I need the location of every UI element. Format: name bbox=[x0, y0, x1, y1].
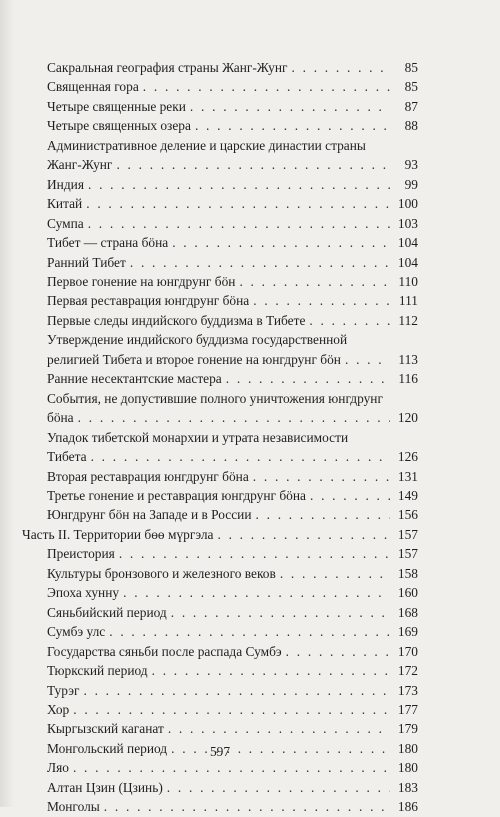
dot-leader bbox=[73, 758, 390, 777]
toc-entry-title: Преистория bbox=[47, 546, 115, 562]
toc-entry bbox=[22, 389, 418, 428]
dot-leader bbox=[167, 778, 390, 797]
toc-entry-page: 158 bbox=[397, 565, 418, 581]
toc-entry-page: 180 bbox=[397, 760, 418, 776]
toc-entry-page: 186 bbox=[397, 799, 418, 815]
toc-entry-page: 168 bbox=[397, 604, 418, 620]
toc-entry bbox=[22, 544, 418, 563]
toc-entry-page: 183 bbox=[397, 779, 418, 795]
dot-leader bbox=[253, 467, 390, 486]
dot-leader bbox=[83, 681, 390, 700]
toc-entry bbox=[22, 642, 418, 661]
dot-leader bbox=[239, 272, 390, 291]
toc-entry-title: Юнгдрунг бӧн на Западе и в России bbox=[47, 507, 252, 523]
toc-entry-title: Монголы bbox=[47, 799, 100, 815]
toc-entry bbox=[22, 291, 418, 310]
toc-entry-page: 157 bbox=[397, 546, 418, 562]
toc-entry-title: Четыре священных озера bbox=[47, 118, 191, 134]
toc-entry-page: 93 bbox=[404, 157, 418, 173]
dot-leader bbox=[171, 603, 390, 622]
toc-entry bbox=[22, 175, 418, 194]
dot-leader bbox=[119, 544, 390, 563]
dot-leader bbox=[143, 77, 390, 96]
dot-leader bbox=[123, 583, 390, 602]
toc-entry-page: 170 bbox=[397, 643, 418, 659]
toc-entry-title: Хор bbox=[47, 701, 70, 717]
toc-entry-page: 103 bbox=[397, 215, 418, 231]
toc-entry bbox=[22, 428, 418, 467]
toc-entry-title: Сумпа bbox=[47, 215, 84, 231]
toc-entry bbox=[22, 719, 418, 738]
toc-entry-title: Жанг-Жунг bbox=[47, 157, 113, 173]
page-number: 597 bbox=[209, 744, 231, 759]
dot-leader bbox=[91, 447, 390, 466]
toc-entry bbox=[22, 583, 418, 602]
toc-entry bbox=[22, 272, 418, 291]
toc-entry-page: 157 bbox=[397, 526, 418, 542]
dot-leader bbox=[226, 369, 390, 388]
toc-entry-title: Вторая реставрация юнгдрунг бӧна bbox=[47, 468, 249, 484]
dot-leader bbox=[172, 233, 390, 252]
toc-entry-title: бӧна bbox=[47, 410, 74, 426]
dot-leader bbox=[86, 194, 390, 213]
toc-entry-title: Тюркский период bbox=[47, 663, 148, 679]
toc-part-heading bbox=[22, 525, 418, 544]
toc-entry bbox=[22, 603, 418, 622]
toc-entry-page: 131 bbox=[397, 468, 418, 484]
toc-entry bbox=[22, 369, 418, 388]
toc-entry-page: 160 bbox=[397, 585, 418, 601]
toc-entry-page: 112 bbox=[398, 312, 418, 328]
toc-entry-title: Сакральная география страны Жанг-Жунг bbox=[47, 60, 288, 75]
dot-leader bbox=[292, 58, 390, 77]
toc-entry-title-first-line: События, не допустившие полного уничтожения юнгдрунг bbox=[47, 390, 383, 406]
toc-entry-title: Эпоха хунну bbox=[47, 585, 120, 601]
toc-entry-title-first-line: Утверждение индийского буддизма государственной bbox=[47, 332, 348, 348]
toc-entry-title: Четыре священные реки bbox=[47, 98, 186, 114]
dot-leader bbox=[152, 661, 390, 680]
toc-entry-page: 110 bbox=[398, 273, 418, 289]
toc-entry-title: Государства сяньби после распада Сумбэ bbox=[47, 643, 282, 659]
toc-entry-title: Часть II. Территории бөө мүргэла bbox=[22, 526, 214, 542]
page-edge-shadow bbox=[0, 0, 14, 807]
toc-entry bbox=[22, 116, 418, 135]
toc-entry-page: 113 bbox=[398, 351, 418, 367]
dot-leader bbox=[88, 214, 390, 233]
toc-entry-title: религией Тибета и второе гонение на юнгдрунг бӧн bbox=[47, 351, 341, 367]
toc-entry bbox=[22, 505, 418, 524]
toc-entry-page: 177 bbox=[397, 701, 418, 717]
dot-leader bbox=[88, 175, 390, 194]
toc-entry-title-first-line: Упадок тибетской монархии и утрата независимости bbox=[47, 429, 349, 445]
toc-entry bbox=[22, 486, 418, 505]
toc-entry-title: Первое гонение на юнгдрунг бӧн bbox=[47, 273, 236, 289]
dot-leader bbox=[345, 350, 390, 369]
toc-entry bbox=[22, 622, 418, 641]
toc-entry-page: 169 bbox=[397, 624, 418, 640]
toc-entry-page: 120 bbox=[397, 410, 418, 426]
toc-entry bbox=[22, 700, 418, 719]
toc-entry-page: 111 bbox=[398, 293, 418, 309]
toc-entry bbox=[22, 564, 418, 583]
toc-entry bbox=[22, 233, 418, 252]
toc-entry bbox=[22, 330, 418, 369]
toc-entry-page: 179 bbox=[397, 721, 418, 737]
dot-leader bbox=[195, 116, 390, 135]
toc-entry-title: Сяньбийский период bbox=[47, 604, 167, 620]
dot-leader bbox=[256, 505, 390, 524]
toc-entry-title: Турэг bbox=[47, 682, 80, 698]
toc-entry-page: 156 bbox=[397, 507, 418, 523]
toc-entry-title: Священная гора bbox=[47, 79, 139, 95]
dot-leader bbox=[190, 97, 390, 116]
toc-entry bbox=[22, 214, 418, 233]
toc-entry-page: 149 bbox=[397, 487, 418, 503]
toc-entry-title: Третье гонение и реставрация юнгдрунг бӧна bbox=[47, 487, 306, 503]
toc-entry-page: 172 bbox=[397, 663, 418, 679]
toc-entry-title: Первые следы индийского буддизма в Тибете bbox=[47, 312, 306, 328]
toc-entry-page: 116 bbox=[398, 371, 418, 387]
toc-entry-title: Сумбэ улс bbox=[47, 624, 106, 640]
toc-entry-page: 104 bbox=[397, 254, 418, 270]
toc-entry bbox=[22, 136, 418, 175]
toc-entry-page: 180 bbox=[397, 740, 418, 756]
toc-entry-title: Индия bbox=[47, 176, 84, 192]
toc-entry-title: Ранние несектантские мастера bbox=[47, 371, 222, 387]
toc-entry bbox=[22, 97, 418, 116]
toc-entry-title-first-line: Административное деление и царские династии страны bbox=[47, 137, 366, 153]
toc-entry bbox=[22, 311, 418, 330]
toc-entry-page: 100 bbox=[397, 196, 418, 212]
toc-entry-title: Тибета bbox=[47, 449, 87, 465]
toc-entry bbox=[22, 194, 418, 213]
toc-entry-title: Кыргызский каганат bbox=[47, 721, 164, 737]
toc-entry bbox=[22, 758, 418, 777]
dot-leader bbox=[168, 719, 390, 738]
dot-leader bbox=[286, 642, 390, 661]
dot-leader bbox=[310, 486, 390, 505]
toc-entry bbox=[22, 778, 418, 797]
dot-leader bbox=[78, 408, 390, 427]
toc-entry-page: 126 bbox=[397, 449, 418, 465]
toc-entry bbox=[22, 681, 418, 700]
toc-entry-page: 85 bbox=[404, 79, 418, 95]
dot-leader bbox=[309, 311, 390, 330]
toc-entry-page: 88 bbox=[404, 118, 418, 134]
toc-entry-page: 87 bbox=[404, 98, 418, 114]
toc-entry-page: 99 bbox=[404, 176, 418, 192]
toc-entry-title: Монгольский период bbox=[47, 740, 168, 756]
toc-entry-title: Алтан Цзин (Цзинь) bbox=[47, 779, 163, 795]
toc-entry bbox=[22, 253, 418, 272]
dot-leader bbox=[73, 700, 390, 719]
toc-entry-title: Первая реставрация юнгдрунг бӧна bbox=[47, 293, 250, 309]
dot-leader bbox=[130, 253, 390, 272]
dot-leader bbox=[109, 622, 390, 641]
toc-entry-title: Ранний Тибет bbox=[47, 254, 126, 270]
dot-leader bbox=[217, 525, 390, 544]
toc-entry bbox=[22, 58, 418, 77]
table-of-contents bbox=[22, 58, 418, 817]
toc-entry-title: Ляо bbox=[47, 760, 69, 776]
toc-entry bbox=[22, 661, 418, 680]
toc-entry-page: 104 bbox=[397, 235, 418, 251]
toc-entry-page: 173 bbox=[397, 682, 418, 698]
toc-entry-title: Китай bbox=[47, 196, 83, 212]
dot-leader bbox=[253, 291, 390, 310]
dot-leader bbox=[116, 155, 390, 174]
toc-entry bbox=[22, 77, 418, 96]
toc-entry bbox=[22, 467, 418, 486]
toc-entry-title: Культуры бронзового и железного веков bbox=[47, 565, 276, 581]
toc-entry-title: Тибет — страна бӧна bbox=[47, 235, 169, 251]
dot-leader bbox=[280, 564, 390, 583]
toc-entry-page: 85 bbox=[404, 60, 418, 75]
